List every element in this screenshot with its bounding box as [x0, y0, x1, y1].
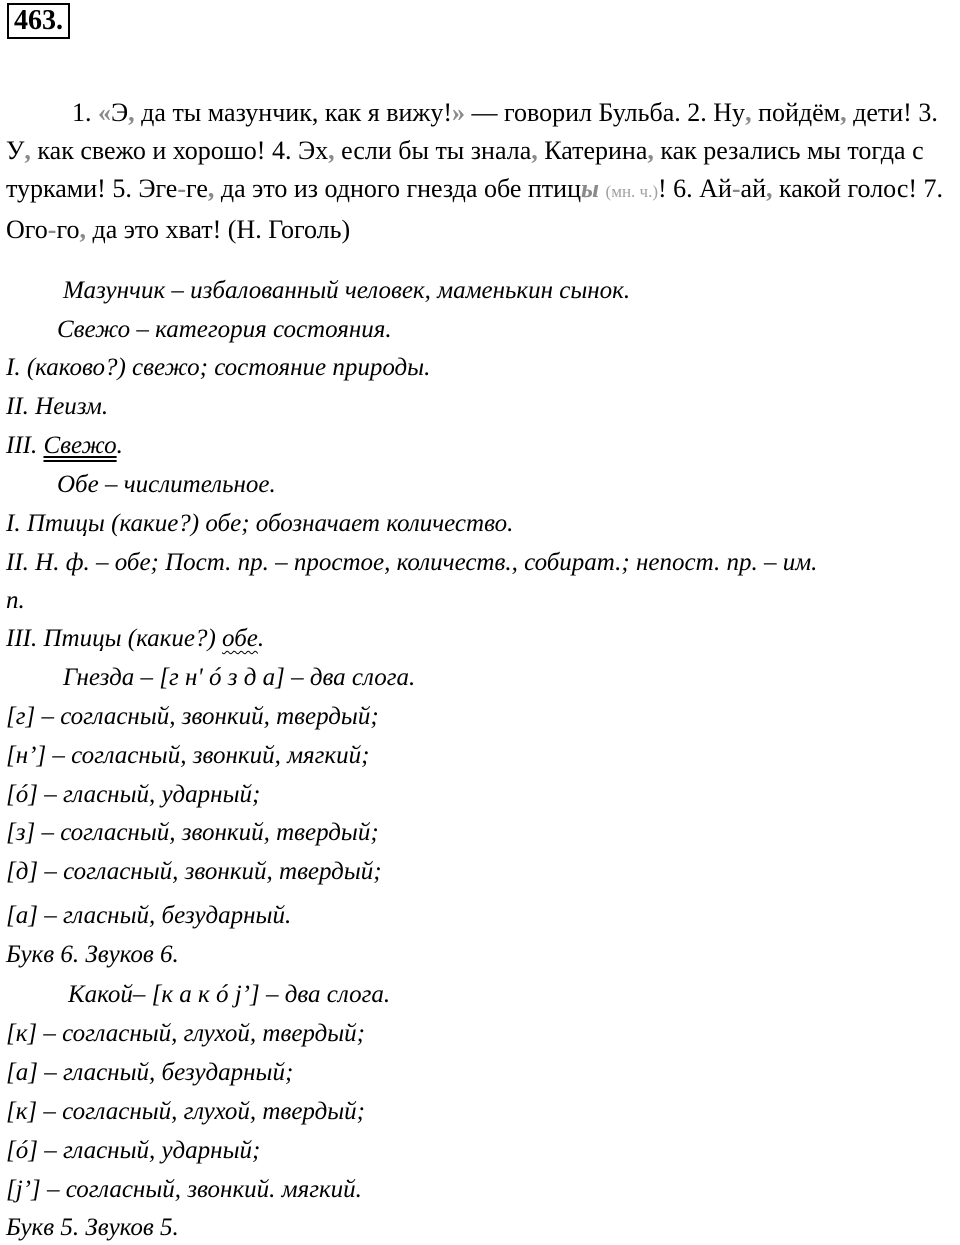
text-seg: пойдём — [751, 98, 841, 127]
text-seg: дети! 3. У — [6, 98, 938, 165]
text-seg: ге — [186, 174, 208, 203]
punct-mark: , — [24, 136, 31, 165]
text-seg: Катерина — [537, 136, 648, 165]
analysis-line: [з] – согласный, звонкий, твердый; — [6, 819, 379, 846]
text-seg: III. Птицы (какие?) — [6, 625, 223, 652]
text-seg: да это из одного гнезда обе птиц — [214, 174, 581, 203]
analysis-line: [а] – гласный, безударный. — [6, 902, 292, 929]
text-seg: если бы ты знала — [334, 136, 532, 165]
text-seg: да это хват! (Н. Гоголь) — [86, 215, 351, 244]
analysis-line: [н’] – согласный, звонкий, мягкий; — [6, 742, 370, 769]
punct-mark: « — [98, 98, 111, 127]
text-seg: какой голос! 7. Ого — [6, 174, 944, 244]
text-seg: да ты мазунчик, как я вижу! — [134, 98, 453, 127]
analysis-line — [6, 624, 264, 654]
text-seg: ай — [740, 174, 767, 203]
analysis-line: [г] – согласный, звонкий, твердый; — [6, 703, 379, 730]
analysis-line: [ó] – гласный, ударный; — [6, 781, 261, 808]
analysis-line — [6, 431, 123, 461]
punct-mark: , — [128, 98, 135, 127]
analysis-line: Мазунчик – избалованный человек, маменькин сынок. — [63, 277, 631, 304]
word-ending: ы — [580, 174, 600, 203]
punct-mark: , — [79, 215, 86, 244]
text-seg: — говорил Бульба. 2. Ну — [465, 98, 746, 127]
analysis-line: Букв 5. Звуков 5. — [6, 1214, 179, 1241]
punct-mark: » — [452, 98, 466, 127]
punct-mark: , — [531, 136, 538, 165]
analysis-line: [j’] – согласный, звонкий. мягкий. — [6, 1176, 362, 1203]
underlined-word: обе — [222, 625, 258, 652]
analysis-line: I. (каково?) свежо; состояние природы. — [6, 354, 431, 381]
analysis-line: II. Неизм. — [6, 393, 109, 420]
analysis-line: [к] – согласный, глухой, твердый; — [6, 1098, 365, 1125]
exercise-text — [6, 94, 954, 249]
punct-mark: , — [647, 136, 654, 165]
text-seg: как резались мы тогда с турками! 5. Эге — [6, 136, 924, 203]
punct-mark: , — [766, 174, 773, 203]
punct-mark: , — [840, 98, 847, 127]
exercise-number: 463. — [7, 3, 70, 39]
punct-mark: , — [745, 98, 752, 127]
analysis-line: II. Н. ф. – обе; Пост. пр. – простое, количеств., собират.; непост. пр. – им. — [6, 549, 818, 576]
punct-mark: - — [47, 215, 57, 244]
punct-mark: , — [328, 136, 335, 165]
analysis-line: [к] – согласный, глухой, твердый; — [6, 1020, 365, 1047]
analysis-line: Букв 6. Звуков 6. — [6, 941, 179, 968]
text-seg: . — [116, 432, 123, 459]
analysis-line: Обе – числительное. — [57, 471, 276, 498]
punct-mark: - — [177, 174, 187, 203]
analysis-line: Гнезда – [г н' ó з д а] – два слога. — [63, 664, 416, 691]
analysis-line: I. Птицы (какие?) обе; обозначает количество. — [6, 510, 514, 537]
analysis-line: [а] – гласный, безударный; — [6, 1059, 294, 1086]
text-seg: . — [257, 625, 265, 652]
text-seg: III. — [6, 432, 44, 459]
analysis-line: Свежо – категория состояния. — [57, 316, 392, 343]
analysis-line: [д] – согласный, звонкий, твердый; — [6, 858, 382, 885]
punct-mark: , — [207, 174, 215, 203]
text-seg: ! 6. Ай — [658, 174, 732, 203]
text-seg: как свежо и хорошо! 4. Эх — [30, 136, 329, 165]
text-seg: Э — [111, 98, 129, 127]
punct-mark: - — [731, 174, 741, 203]
text-seg: 1. — [72, 98, 98, 127]
analysis-line: Какой– [к а к ó j’] – два слога. — [68, 981, 391, 1008]
grammar-note: (мн. ч.) — [605, 182, 659, 201]
analysis-line: [ó] – гласный, ударный; — [6, 1137, 261, 1164]
text-seg: го — [56, 215, 80, 244]
analysis-line: п. — [6, 587, 25, 614]
underlined-word: Свежо — [43, 432, 117, 459]
